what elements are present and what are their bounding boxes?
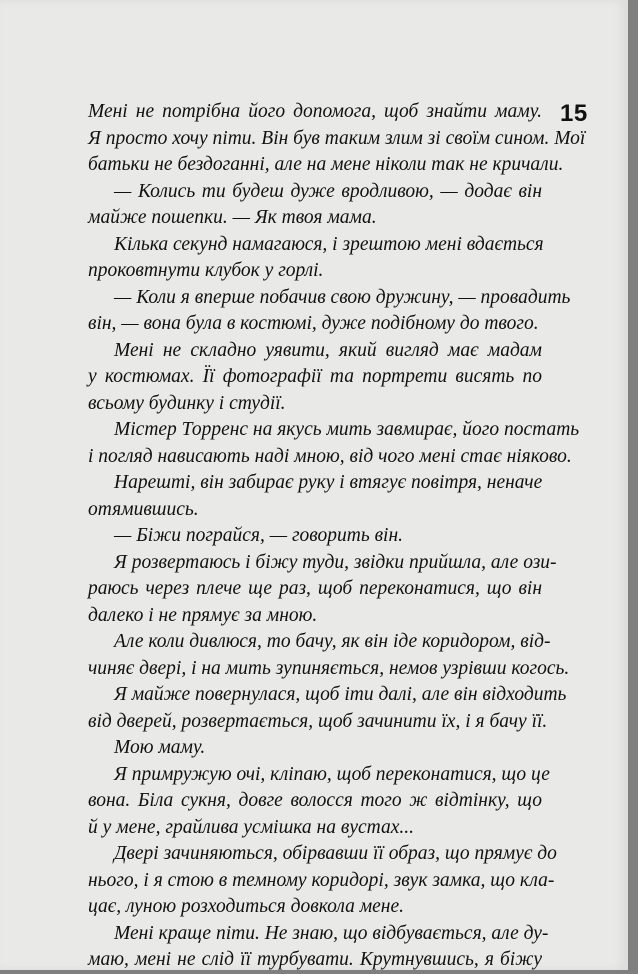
text-line: Я примружую очі, кліпаю, щоб переконатися, що це: [114, 763, 550, 785]
text-line: всьому будинку і студії.: [88, 392, 286, 414]
text-line: від дверей, розвертається, щоб зачинити їх, і я бачу її.: [88, 710, 548, 732]
text-line: нього, і я стою в темному коридорі, звук замка, що кла-: [88, 869, 555, 891]
text-line: цає, луною розходиться довкола мене.: [88, 896, 405, 917]
text-line: Я просто хочу піти. Він був таким злим зі своїм сином. Мої: [88, 127, 586, 149]
text-line: Але коли дивлюся, то бачу, як він іде коридором, від-: [114, 631, 551, 652]
text-line: вона. Біла сукня, довге волосся того ж відтінку, що: [88, 790, 542, 811]
text-line: Мені краще піти. Не знаю, що відбувається, але ду-: [114, 922, 549, 944]
text-line: він, — вона була в костюмі, дуже подібному до твого.: [88, 313, 539, 334]
text-line: маю, мені не слід її турбувати. Крутнувшись, я біжу: [88, 949, 542, 970]
text-line: чиняє двері, і на мить зупиняється, немов узрівши когось.: [88, 657, 570, 679]
text-line: Я майже повернулася, щоб іти далі, але він відходить: [114, 684, 567, 705]
text-line: — Біжи пограйся, — говорить він.: [114, 525, 404, 546]
text-line: далеко і не прямує за мною.: [88, 604, 318, 626]
text-line: майже пошепки. — Як твоя мама.: [88, 207, 377, 228]
text-line: Містер Торренс на якусь мить завмирає, його постать: [114, 419, 580, 440]
text-line: Кілька секунд намагаюся, і зрештою мені вдається: [114, 233, 544, 255]
text-line: й у мене, грайлива усмішка на вустах...: [88, 816, 414, 838]
text-line: батьки не бездоганні, але на мене ніколи так не кричали.: [88, 154, 564, 175]
text-line: раюсь через плече ще раз, щоб переконатися, що він: [88, 578, 542, 599]
text-line: — Коли я вперше побачив свою дружину, — провадить: [114, 286, 571, 308]
text-line: і погляд нависають наді мною, від чого мені стає ніяково.: [88, 445, 572, 467]
text-line: у костюмах. Її фотографії та портрети висять по: [88, 366, 542, 387]
text-line: Двері зачиняються, обірвавши її образ, що прямує до: [114, 843, 557, 864]
text-line: Мені не потрібна його допомога, щоб знайти маму.: [88, 101, 542, 122]
text-line: отямившись.: [88, 498, 199, 520]
page-number: 15: [560, 100, 588, 127]
text-line: Мені не складно уявити, який вигляд має мадам: [114, 339, 542, 361]
text-line: — Колись ти будеш дуже вродливою, — додає він: [114, 180, 542, 202]
text-line: Нарешті, він забирає руку і втягує повітря, неначе: [114, 472, 543, 493]
text-line: Мою маму.: [114, 737, 206, 758]
text-line: проковтнути клубок у горлі.: [88, 260, 324, 281]
text-line: Я розвертаюсь і біжу туди, звідки прийшла, але ози-: [114, 551, 557, 573]
